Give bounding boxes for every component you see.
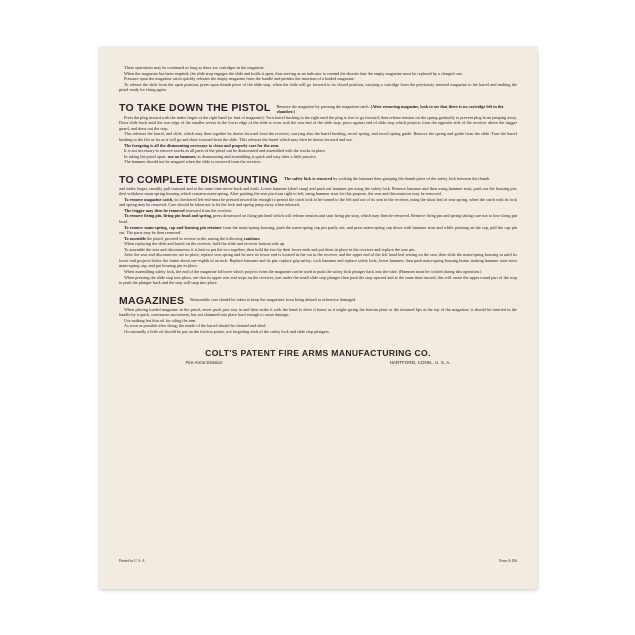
- bold-text: The foregoing is all the dismounting necessary to clean and properly care for the arm.: [124, 142, 280, 148]
- section-intro: [284, 175, 489, 182]
- paragraph: [119, 225, 517, 236]
- paragraph: Pressure upon the magazine catch quickly releases the empty magazine from the handle and permits the insertion of a loaded magazine.: [124, 76, 355, 82]
- bold-text: To assemble: [124, 235, 146, 241]
- text-run: In taking the pistol apart,: [124, 153, 167, 159]
- text-run: press downward on firing pin head which will release tension and start firing pin stop, which may then be removed. Remove firing pin and spring taking care not to lose firing pin head.: [119, 213, 518, 225]
- paragraph: To release the slide from the open position, press upon thumb piece of the slide stop, when the slide will go forward to its closed position, carrying a cartridge from the previously inserted magazine to the barrel and making the pistol ready for firing again.: [119, 81, 517, 93]
- text-run: the pistol, proceed in reverse order, noting the following: [147, 235, 243, 241]
- text-run: from the main-spring housing, push the main-spring cap pin partly out, and press main-spring cap down with hammer strut and while pressing on the cap, pull the cap pin out. The parts may be then removed.: [119, 224, 517, 236]
- bold-text: cautions:: [243, 235, 261, 241]
- company-name: COLT'S PATENT FIRE ARMS MANUFACTURING CO.: [205, 348, 431, 359]
- paragraph: [119, 197, 517, 208]
- text-run: rearward from the receiver.: [185, 207, 232, 213]
- intro-bold-text: (After removing magazine, look to see that there is no cartridge left in the chamber.): [276, 103, 504, 115]
- paragraph: When assembling safety lock, the end of the magazine follower which projects from the magazine can be used to push the safety lock plunger back into the tube. (Hammer must be cocked during this operation.): [124, 268, 482, 274]
- paragraph: To assemble the sear and disconnector, it is best to put the two together, then hold the two by their lower ends and put them in place in the receiver and replace the sear pin.: [124, 246, 416, 252]
- text-run: its checkered left end must be pressed inward far enough to permit the catch lock to be turned to the left and out of its seat in the receiver, using the short leaf of sear spring, when the catch with its lock and spring may be removed. Care should be taken not to let the lock and spring jump away when released.: [119, 196, 518, 208]
- division-label: Fire Arms Division: [185, 360, 223, 366]
- bold-text: use no hammer,: [167, 153, 197, 159]
- location-label: HARTFORD, CONN., U. S. A.: [389, 360, 451, 366]
- section-heading-magazines: MAGAZINES: [119, 294, 185, 307]
- paragraph: When the magazine has been emptied, the slide stop engages the slide and holds it open, thus serving as an indicator to remind the shooter that the empty magazine must be replaced by a charged one.: [124, 70, 463, 76]
- paragraph: These operations may be continued as long as there are cartridges in the magazine.: [124, 65, 265, 70]
- document-content: [119, 65, 517, 365]
- bold-text: The trigger may then be removed: [124, 207, 185, 213]
- intro-text: Remove the magazine by pressing the magazine catch.: [276, 103, 370, 109]
- intro-bold-text: The safety lock is removed: [283, 175, 333, 181]
- section-intro: [190, 296, 356, 303]
- paragraph: Use nothing but thin oil for oiling the arm.: [124, 317, 197, 323]
- paragraph: Press the plug inward with the index finger of the right hand (or butt of magazine). Turn barrel bushing to the right until the plug is free to go forward; then release tension on the spring gradually to prevent plug from jumping away. Draw slide back until the rear edge of the smaller recess in the lower edge of the slide is even with the rear end of the slide stop; press against end of slide stop which projects from the opposite side of the receiver above the trigger guard, and draw out the stop.: [119, 114, 517, 131]
- paragraph: Occasionally a little oil should be put on the friction points, not forgetting ends of the safety lock and slide stop plungers.: [124, 328, 330, 334]
- paragraph: and index finger, steadily pull outward and at the same time move back and forth. Lower hammer (don't snap) and push out hammer pin using the safety lock. Remove hammer and then using hammer strut, push out the housing pin; then withdraw main-spring housing which contains main-spring. After pushing the sear pin from right to left, using hammer strut for this purpose, the sear and disconnector may be removed.: [119, 185, 517, 197]
- paragraph: It is not necessary to remove stocks as all parts of the pistol can be dismounted and assembled with the stocks in place.: [124, 148, 326, 154]
- paragraph: When replacing the slide and barrel on the receiver, hold the slide and receiver bottom side up.: [124, 241, 286, 247]
- paragraph: The hammer should not be snapped when the slide is removed from the receiver.: [124, 159, 262, 165]
- paragraph: [119, 213, 517, 224]
- paragraph: As soon as possible after firing, the inside of the barrel should be cleaned and oiled.: [124, 323, 267, 329]
- paragraph: This releases the barrel, and slide, which may then together be drawn forward from the receiver, carrying also the barrel bushing, recoil spring, and recoil spring guide. Remove the spring and guide from the slide. Turn the barrel bushing to the left as far as it will go and draw forward from the slide. This releases the barrel which may then be drawn forward and out.: [119, 131, 517, 143]
- form-number: Form A-106: [499, 559, 517, 563]
- text-run: as dismounting and assembling is quick and easy after a little practice.: [197, 153, 317, 159]
- paragraph: When pressing the slide stop into place, see that its upper rear end stops on the receiver; just under the small slide stop plunger then push the stop upward and at the same time inward; this will cause the upper round part of the stop to push the plunger back and the stop will snap into place.: [119, 274, 517, 286]
- bold-text: To remove magazine catch,: [124, 196, 174, 202]
- section-intro: [277, 103, 517, 115]
- company-subline: [186, 360, 451, 365]
- bold-text: To remove main-spring, cap and housing pin retainer: [124, 224, 222, 230]
- paragraph: When placing loaded magazine in the pistol, never push part way in and then strike it with the hand to drive it home as it might spring the bottom plate or the inturned lips at the top of the magazine; it should be inserted in the handle by a quick, continuous movement, but not slammed into place hard enough to cause damage.: [119, 306, 517, 318]
- intro-text: by cocking the hammer then grasping the thumb piece of the safety lock between the thumb: [333, 175, 490, 181]
- section-dismount: [119, 175, 517, 186]
- printed-in-note: Printed in U. S. A.: [119, 559, 146, 563]
- section-takedown: [119, 103, 517, 115]
- section-heading-dismount: TO COMPLETE DISMOUNTING: [119, 173, 278, 186]
- section-heading-takedown: TO TAKE DOWN THE PISTOL: [119, 101, 271, 114]
- intro-text: Reasonable care should be taken to keep the magazines from being dented or otherwise damaged.: [190, 296, 357, 302]
- document-sheet: [99, 47, 537, 589]
- bold-text: To remove firing pin, firing pin head and spring,: [124, 213, 213, 219]
- section-magazines: [119, 296, 517, 307]
- paragraph: After the sear and disconnector are in place, replace sear spring and be sure its lower end is located in the cut in the receiver and the upper end of the left hand leaf resting on the sear, then slide the main-spring housing in until its lower end projects below the frame about one-eighth of an inch. Replace hammer and its pin; replace grip safety; cock hammer and replace safety lock; lower hammer, then push main-spring housing home, making hammer strut enter main-spring cap, and put housing pin in place.: [119, 252, 517, 269]
